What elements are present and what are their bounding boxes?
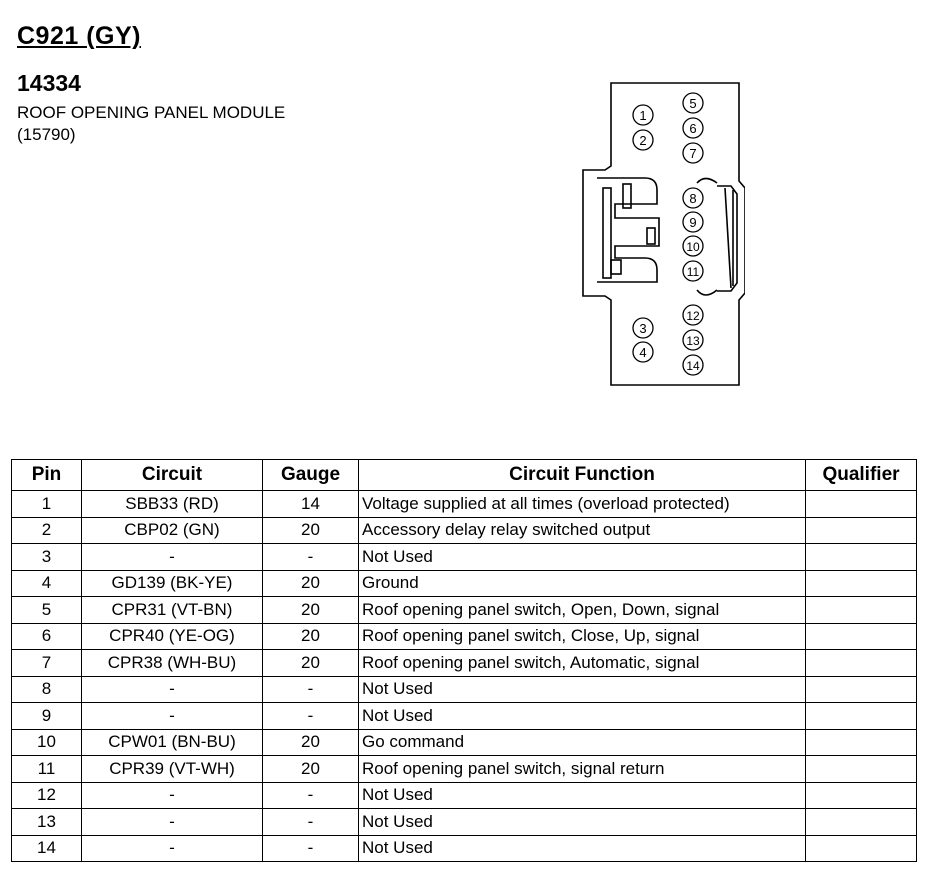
- connector-housing: [583, 83, 745, 385]
- qualifier-cell: [806, 623, 917, 650]
- qualifier-cell: [806, 676, 917, 703]
- connector-rib: [717, 186, 737, 291]
- pin-8-label: 8: [689, 191, 697, 206]
- circuit-cell: -: [82, 835, 263, 862]
- gauge-cell: 20: [263, 570, 359, 597]
- qualifier-cell: [806, 544, 917, 571]
- gauge-cell: 14: [263, 491, 359, 518]
- function-cell: Roof opening panel switch, Close, Up, signal: [359, 623, 806, 650]
- pin-14-icon: [683, 355, 703, 375]
- column-header-circuit: Circuit: [82, 460, 263, 491]
- function-cell: Voltage supplied at all times (overload protected): [359, 491, 806, 518]
- table-row: [12, 835, 917, 862]
- pin-cell: 4: [12, 570, 82, 597]
- pin-cell: 1: [12, 491, 82, 518]
- qualifier-cell: [806, 835, 917, 862]
- pin-8-icon: [683, 188, 703, 208]
- gauge-cell: -: [263, 835, 359, 862]
- pin-7-label: 7: [689, 146, 697, 161]
- gauge-cell: -: [263, 782, 359, 809]
- qualifier-cell: [806, 782, 917, 809]
- pin-cell: 3: [12, 544, 82, 571]
- circuit-cell: SBB33 (RD): [82, 491, 263, 518]
- function-cell: Accessory delay relay switched output: [359, 517, 806, 544]
- pin-cell: 6: [12, 623, 82, 650]
- pin-3-label: 3: [639, 321, 647, 336]
- connector-title: C921 (GY): [17, 22, 141, 50]
- table-row: [12, 597, 917, 624]
- function-cell: Roof opening panel switch, Open, Down, signal: [359, 597, 806, 624]
- qualifier-cell: [806, 703, 917, 730]
- pin-10-icon: [683, 236, 703, 256]
- pin-9-icon: [683, 212, 703, 232]
- connector-latch: [597, 178, 659, 282]
- gauge-cell: -: [263, 544, 359, 571]
- qualifier-cell: [806, 650, 917, 677]
- table-row: [12, 623, 917, 650]
- pinout-table-body: [12, 491, 917, 862]
- circuit-cell: CPR38 (WH-BU): [82, 650, 263, 677]
- pin-14-label: 14: [686, 359, 700, 373]
- pin-cell: 11: [12, 756, 82, 783]
- function-cell: Not Used: [359, 782, 806, 809]
- table-row: [12, 517, 917, 544]
- gauge-cell: 20: [263, 517, 359, 544]
- column-header-qualifier: Qualifier: [806, 460, 917, 491]
- table-header-row: [12, 460, 917, 491]
- function-cell: Not Used: [359, 676, 806, 703]
- module-description: [17, 102, 285, 146]
- circuit-cell: CBP02 (GN): [82, 517, 263, 544]
- circuit-cell: -: [82, 809, 263, 836]
- pin-5-icon: [683, 93, 703, 113]
- qualifier-cell: [806, 756, 917, 783]
- gauge-cell: -: [263, 809, 359, 836]
- function-cell: Go command: [359, 729, 806, 756]
- module-reference: (15790): [17, 125, 76, 144]
- pin-cell: 7: [12, 650, 82, 677]
- gauge-cell: 20: [263, 650, 359, 677]
- table-row: [12, 570, 917, 597]
- circuit-cell: CPW01 (BN-BU): [82, 729, 263, 756]
- table-row: [12, 703, 917, 730]
- pinout-table: [11, 459, 917, 862]
- function-cell: Ground: [359, 570, 806, 597]
- table-row: [12, 491, 917, 518]
- gauge-cell: -: [263, 676, 359, 703]
- pin-4-icon: [633, 342, 653, 362]
- function-cell: Roof opening panel switch, signal return: [359, 756, 806, 783]
- latch-notch-mid: [647, 228, 655, 244]
- pin-4-label: 4: [639, 345, 647, 360]
- table-row: [12, 729, 917, 756]
- pin-12-label: 12: [686, 309, 700, 323]
- pin-12-icon: [683, 305, 703, 325]
- qualifier-cell: [806, 729, 917, 756]
- part-number: 14334: [17, 70, 81, 96]
- gauge-cell: 20: [263, 597, 359, 624]
- pin-2-label: 2: [639, 133, 647, 148]
- qualifier-cell: [806, 597, 917, 624]
- circuit-cell: CPR31 (VT-BN): [82, 597, 263, 624]
- table-row: [12, 544, 917, 571]
- gauge-cell: 20: [263, 623, 359, 650]
- qualifier-cell: [806, 570, 917, 597]
- pin-5-label: 5: [689, 96, 697, 111]
- connector-face-diagram: [575, 78, 745, 393]
- pin-cell: 5: [12, 597, 82, 624]
- pin-13-icon: [683, 330, 703, 350]
- table-row: [12, 809, 917, 836]
- pin-13-label: 13: [686, 334, 700, 348]
- pin-3-icon: [633, 318, 653, 338]
- function-cell: Not Used: [359, 835, 806, 862]
- circuit-cell: CPR40 (YE-OG): [82, 623, 263, 650]
- circuit-cell: -: [82, 782, 263, 809]
- column-header-gauge: Gauge: [263, 460, 359, 491]
- circuit-cell: -: [82, 703, 263, 730]
- pin-2-icon: [633, 130, 653, 150]
- gauge-cell: 20: [263, 729, 359, 756]
- pin-1-icon: [633, 105, 653, 125]
- table-row: [12, 756, 917, 783]
- circuit-cell: GD139 (BK-YE): [82, 570, 263, 597]
- circuit-cell: -: [82, 544, 263, 571]
- latch-slot: [603, 188, 611, 278]
- qualifier-cell: [806, 517, 917, 544]
- pin-10-label: 10: [686, 240, 700, 254]
- pin-9-label: 9: [689, 215, 697, 230]
- pin-cell: 2: [12, 517, 82, 544]
- table-row: [12, 676, 917, 703]
- gauge-cell: 20: [263, 756, 359, 783]
- pin-cell: 13: [12, 809, 82, 836]
- pin-cell: 8: [12, 676, 82, 703]
- pin-cell: 14: [12, 835, 82, 862]
- pin-11-label: 11: [686, 265, 700, 279]
- pin-cell: 10: [12, 729, 82, 756]
- column-header-circuit-function: Circuit Function: [359, 460, 806, 491]
- module-name: ROOF OPENING PANEL MODULE: [17, 103, 286, 122]
- circuit-cell: CPR39 (VT-WH): [82, 756, 263, 783]
- function-cell: Not Used: [359, 703, 806, 730]
- pin-7-icon: [683, 143, 703, 163]
- pin-11-icon: [683, 261, 703, 281]
- function-cell: Roof opening panel switch, Automatic, signal: [359, 650, 806, 677]
- qualifier-cell: [806, 491, 917, 518]
- pin-cell: 12: [12, 782, 82, 809]
- circuit-cell: -: [82, 676, 263, 703]
- table-row: [12, 650, 917, 677]
- pin-6-label: 6: [689, 121, 697, 136]
- latch-notch-lower: [611, 260, 621, 274]
- pin-cell: 9: [12, 703, 82, 730]
- gauge-cell: -: [263, 703, 359, 730]
- table-row: [12, 782, 917, 809]
- pin-1-label: 1: [639, 108, 647, 123]
- pin-6-icon: [683, 118, 703, 138]
- function-cell: Not Used: [359, 809, 806, 836]
- column-header-pin: Pin: [12, 460, 82, 491]
- qualifier-cell: [806, 809, 917, 836]
- function-cell: Not Used: [359, 544, 806, 571]
